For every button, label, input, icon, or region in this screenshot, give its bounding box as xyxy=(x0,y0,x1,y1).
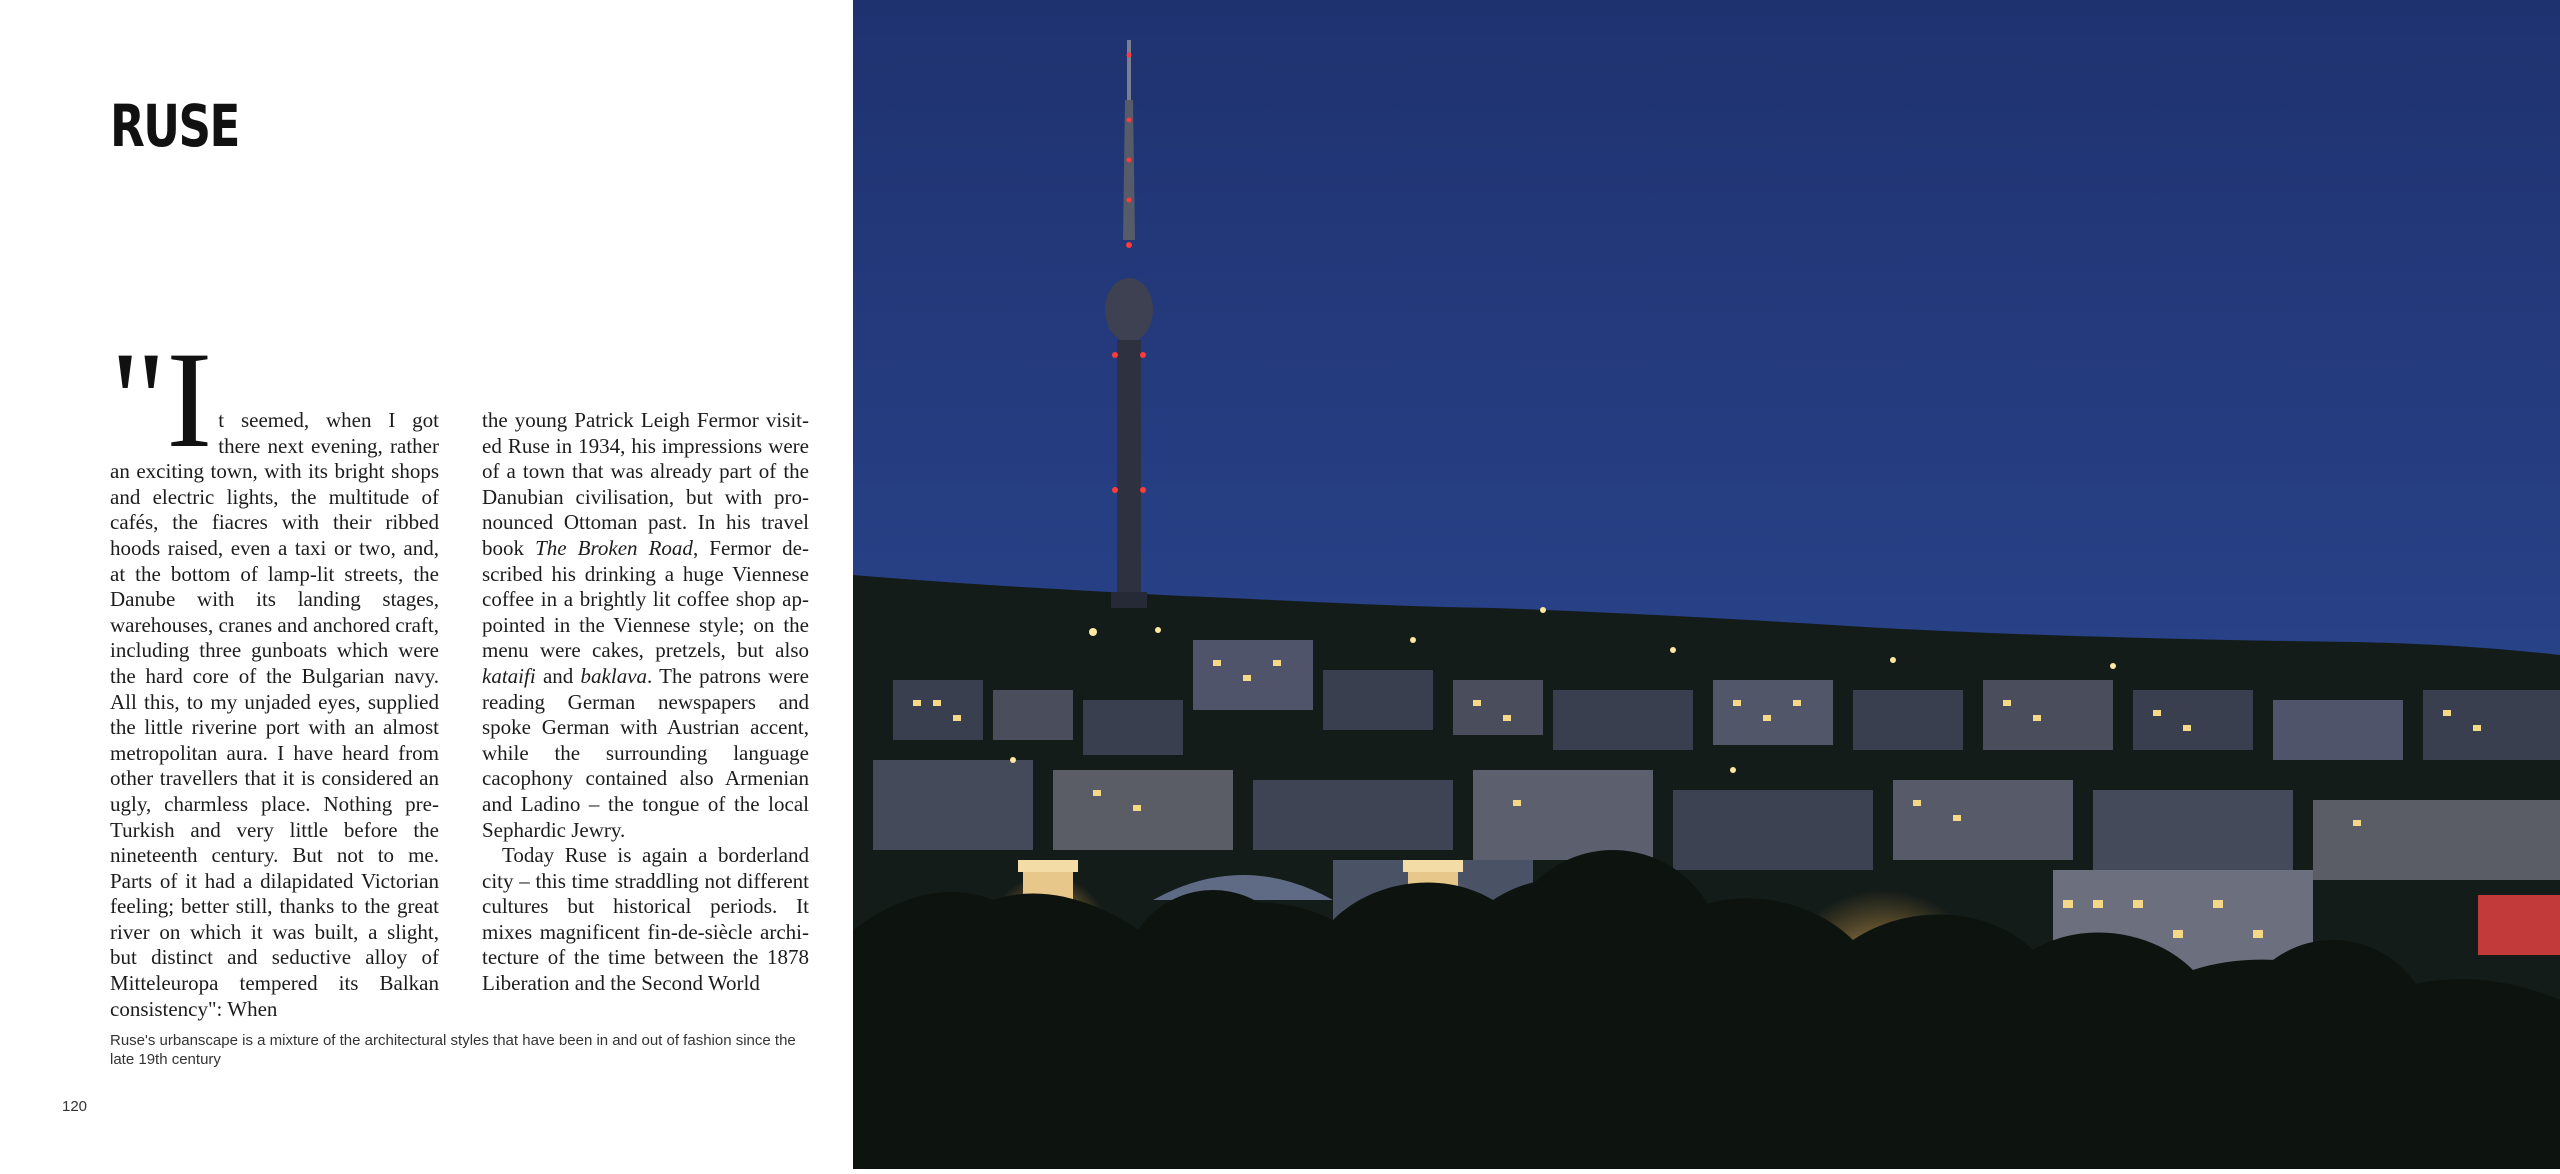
article-column-1 xyxy=(110,323,439,1022)
article-paragraph-2: Today Ruse is again a borderland city – this time straddling not different cultures but historical periods. It mixes magnificent fin-de-siècle architecture of the time between the 1878 Liberation and the Second World xyxy=(482,843,809,996)
article-paragraph-1-end: the young Patrick Leigh Fermor visited Ruse in 1934, his impressions were of a town that was already part of the Danubian civilisation, but with pronounced Ottoman past. In his travel book The Broken Road, Fermor described his drinking a huge Viennese coffee in a brightly lit coffee shop appointed in the Viennese style; on the menu were cakes, pretzels, but also kataifi and baklava. The patrons were reading German newspapers and spoke German with Austrian accent, while the surrounding language cacophony contained also Armenian and Ladino – the tongue of the local Sephardic Jewry. xyxy=(482,408,809,842)
page-title: RUSE xyxy=(110,92,239,160)
text-page xyxy=(0,0,853,1169)
article-column-2 xyxy=(482,408,809,997)
book-title: The Broken Road xyxy=(535,535,693,560)
city-night-photo xyxy=(853,0,2560,1169)
term-baklava: baklava xyxy=(580,663,648,688)
photo-caption: Ruse's urbanscape is a mixture of the architectural styles that have been in and out of fashion since the late 19th century xyxy=(110,1032,796,1068)
page-number: 120 xyxy=(62,1098,88,1115)
term-kataifi: kataifi xyxy=(482,663,536,688)
drop-cap: "I xyxy=(110,323,213,476)
photo-illustration xyxy=(853,0,2560,1169)
article-paragraph-1-start: t seemed, when I got there next evening, rather an exciting town, with its bright shops and electric lights, the multitude of cafés, the fiacres with their ribbed hoods raised, even a taxi or two, and, at the bottom of lamp-lit streets, the Danube with its landing stages, warehouses, cranes and anchored craft, including three gunboats which were the hard core of the Bulgarian navy. All this, to my unjaded eyes, supplied the little riverine port with an almost metropolitan aura. I have heard from other travellers that it is considered an ugly, charmless place. Nothing pre-Turkish and very little before the nineteenth century. But not to me. Parts of it had a dilapidated Victorian feeling; better still, thanks to the great river on which it was built, a slight, but distinct and seductive alloy of Mitteleuropa tempered its Balkan consistency": When xyxy=(110,408,439,1021)
